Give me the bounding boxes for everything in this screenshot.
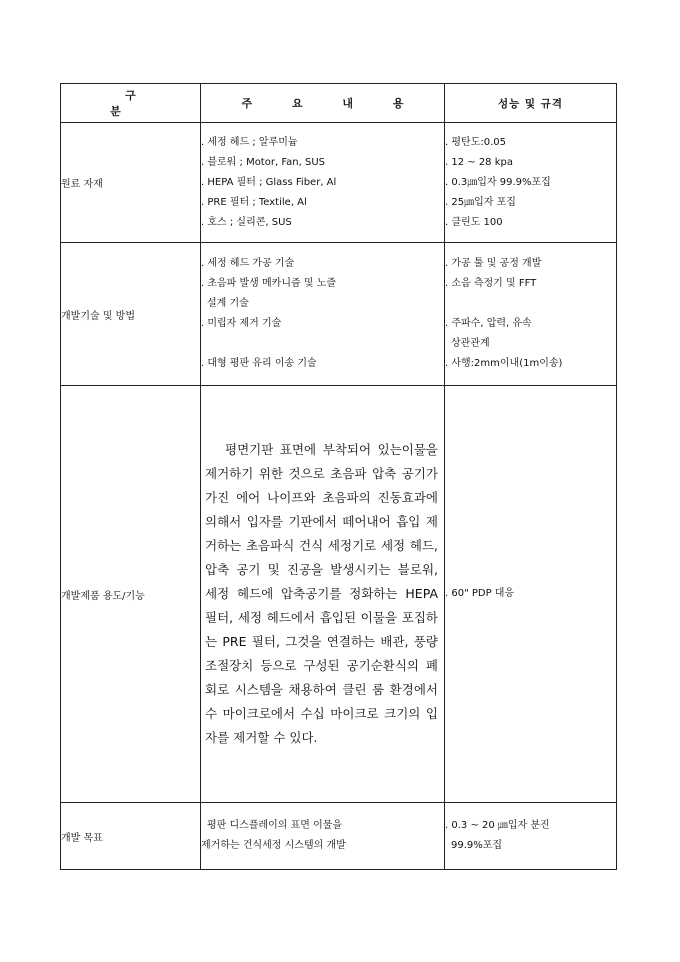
spec-line: . 12 ~ 28 kpa: [445, 156, 513, 168]
content-line: . 세정 헤드 ; 알루미늄: [201, 136, 298, 148]
content-line: . 블로워 ; Motor, Fan, SUS: [201, 156, 325, 168]
function-text: 평면기판 표면에 부착되어 있는이물을 제거하기 위한 것으로 초음파 압축 공기가 가진 에어 나이프와 초음파의 진동효과에 의해서 입자를 기판에서 떼어내어 흡입 제거하는 초음파식 건식 세정기로 세정 헤드, 압축 공기 및 진공을 발생시키는 블로워, 세정 헤드에 압축공기를 정화하는 HEPA 필터, 세정 헤드에서 흡입된 이물을 포집하는 PRE 필터, 그것을 연결하는 배관, 풍량조절장치 등으로 구성된 공기순환식의 폐회로 시스템을 채용하여 클린 룸 환경에서 수 마이크로에서 수십 마이크로 크기의 입자를 제거할 수 있다.: [205, 442, 438, 745]
spec-line: 상관관계: [451, 338, 490, 349]
header-category: 구 분: [61, 84, 201, 123]
header-content: 주 요 내 용: [201, 84, 445, 123]
content-line: 평판 디스플레이의 표면 이물을: [207, 820, 343, 831]
spec-line: . 0.3 ~ 20 ㎛입자 분진: [445, 820, 550, 831]
function-paragraph: [201, 438, 444, 750]
row-label: 개발기술 및 방법: [61, 243, 201, 386]
content-line: . 세정 헤드 가공 기술: [201, 258, 295, 269]
spec-spacer: [445, 294, 616, 314]
content-line: . PRE 필터 ; Textile, Al: [201, 196, 307, 208]
content-line: 설계 기술: [207, 298, 249, 309]
content-cell: [201, 243, 445, 386]
spec-cell: [445, 123, 617, 243]
content-line: 제거하는 건식세정 시스템의 개발: [201, 840, 346, 851]
spec-line: . 0.3㎛입자 99.9%포집: [445, 176, 551, 188]
row-materials: [61, 123, 617, 243]
row-goal: [61, 803, 617, 870]
spec-line: . 소음 측정기 및 FFT: [445, 278, 537, 289]
content-line: . 호스 ; 실리콘, SUS: [201, 216, 292, 228]
row-label: 원료 자재: [61, 123, 201, 243]
content-spacer: [201, 334, 444, 354]
row-technology: [61, 243, 617, 386]
spec-line: 99.9%포집: [451, 840, 503, 851]
spec-cell: [445, 243, 617, 386]
content-line: . 미립자 제거 기술: [201, 318, 282, 329]
content-cell: [201, 123, 445, 243]
row-label: 개발제품 용도/기능: [61, 386, 201, 803]
spec-line: . 클린도 100: [445, 216, 503, 228]
spec-table: [60, 83, 617, 870]
content-cell: [201, 803, 445, 870]
spec-line: . 사행:2mm이내(1m이송): [445, 358, 563, 369]
header-row: [61, 84, 617, 123]
spec-cell: [445, 803, 617, 870]
header-spec: 성능 및 규격: [445, 84, 617, 123]
spec-line: . 평탄도:0.05: [445, 136, 506, 148]
spec-cell: [445, 386, 617, 803]
spec-line: . 25㎛입자 포집: [445, 196, 516, 208]
content-cell: [201, 386, 445, 803]
row-label: 개발 목표: [61, 803, 201, 870]
spec-line: . 주파수, 압력, 유속: [445, 318, 532, 329]
content-line: . HEPA 필터 ; Glass Fiber, Al: [201, 176, 337, 188]
content-line: . 대형 평판 유리 이송 기술: [201, 358, 317, 369]
spec-line: . 가공 툴 및 공정 개발: [445, 258, 542, 269]
row-function: [61, 386, 617, 803]
spec-line: . 60" PDP 대응: [445, 588, 515, 599]
content-line: . 초음파 발생 메카니즘 및 노즐: [201, 278, 336, 289]
